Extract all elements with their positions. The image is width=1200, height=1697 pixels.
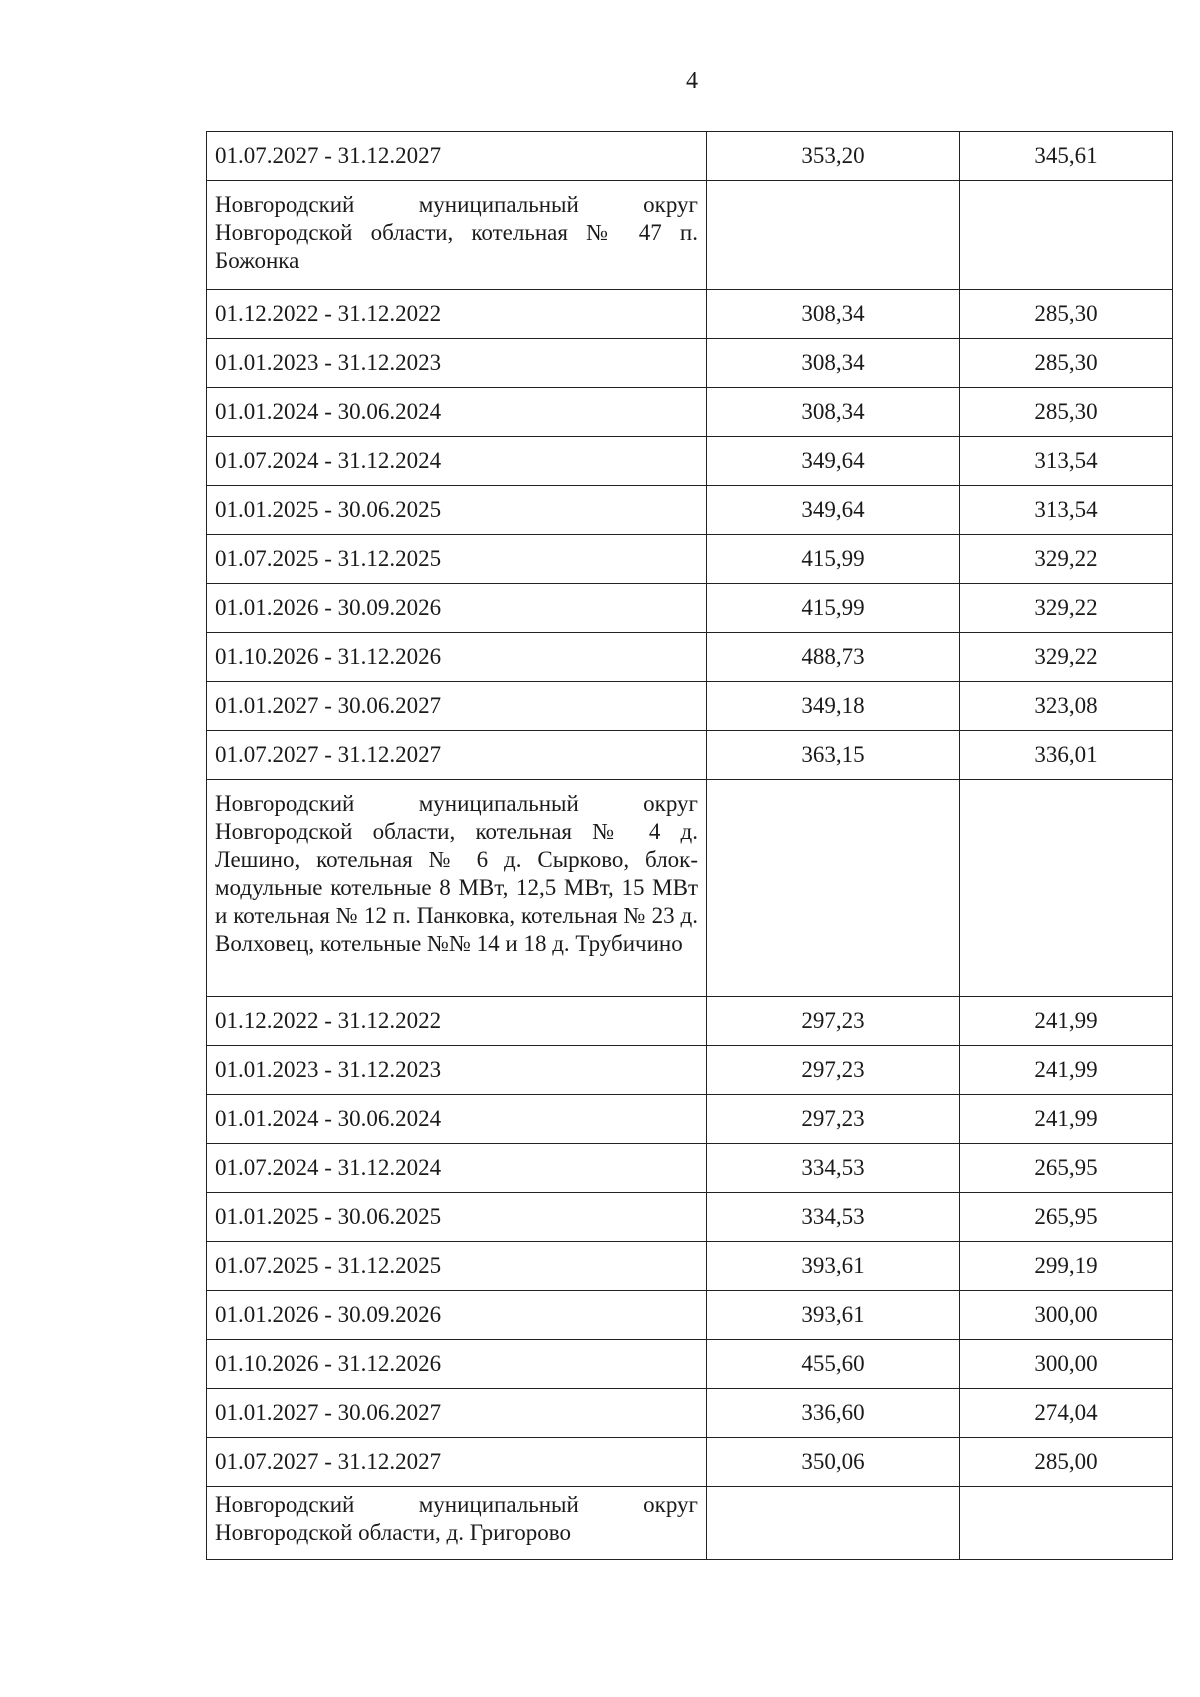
tariff-value-2-cell: 313,54: [960, 437, 1173, 486]
table-row: [207, 731, 1173, 780]
table-row: [207, 1193, 1173, 1242]
tariff-value-2-cell: 241,99: [960, 997, 1173, 1046]
table-row: [207, 1046, 1173, 1095]
period-cell: 01.01.2027 - 30.06.2027: [207, 1389, 707, 1438]
tariff-value-1-cell: 415,99: [707, 535, 960, 584]
section-heading-cell: Новгородский муниципальный округ Новгородской области, д. Григорово: [207, 1487, 707, 1560]
tariff-value-2-cell: 285,30: [960, 290, 1173, 339]
table-row: [207, 290, 1173, 339]
tariff-value-1-cell: 488,73: [707, 633, 960, 682]
period-cell: 01.12.2022 - 31.12.2022: [207, 997, 707, 1046]
tariff-value-1-cell: 393,61: [707, 1242, 960, 1291]
table-row: [207, 997, 1173, 1046]
tariff-value-2-cell: 299,19: [960, 1242, 1173, 1291]
period-cell: 01.01.2025 - 30.06.2025: [207, 1193, 707, 1242]
tariff-value-1-cell: 393,61: [707, 1291, 960, 1340]
tariff-value-1-cell: 308,34: [707, 290, 960, 339]
tariff-value-2-cell: 285,30: [960, 388, 1173, 437]
tariff-value-2-cell: 274,04: [960, 1389, 1173, 1438]
period-cell: 01.07.2024 - 31.12.2024: [207, 437, 707, 486]
tariff-value-2-cell: 313,54: [960, 486, 1173, 535]
period-cell: 01.07.2027 - 31.12.2027: [207, 132, 707, 181]
tariff-value-1-cell: 349,64: [707, 437, 960, 486]
tariff-value-2-cell: 300,00: [960, 1340, 1173, 1389]
tariff-value-2-cell: 329,22: [960, 535, 1173, 584]
table-row: [207, 132, 1173, 181]
table-row: [207, 1095, 1173, 1144]
tariff-value-1-cell: 334,53: [707, 1193, 960, 1242]
period-cell: 01.07.2025 - 31.12.2025: [207, 1242, 707, 1291]
table-row: [207, 486, 1173, 535]
table-row: [207, 633, 1173, 682]
period-cell: 01.01.2024 - 30.06.2024: [207, 1095, 707, 1144]
empty-cell: [707, 780, 960, 997]
period-cell: 01.01.2023 - 31.12.2023: [207, 1046, 707, 1095]
tariff-table-body: [207, 132, 1173, 1560]
section-heading-row: [207, 780, 1173, 997]
table-row: [207, 1242, 1173, 1291]
table-row: [207, 682, 1173, 731]
tariff-value-1-cell: 353,20: [707, 132, 960, 181]
empty-cell: [960, 181, 1173, 290]
tariff-value-1-cell: 349,64: [707, 486, 960, 535]
tariff-value-1-cell: 308,34: [707, 388, 960, 437]
tariff-value-1-cell: 297,23: [707, 1046, 960, 1095]
period-cell: 01.07.2025 - 31.12.2025: [207, 535, 707, 584]
table-row: [207, 388, 1173, 437]
tariff-value-2-cell: 285,30: [960, 339, 1173, 388]
section-heading-cell: Новгородский муниципальный округ Новгородской области, котельная № 47 п. Божонка: [207, 181, 707, 290]
tariff-table: [206, 131, 1173, 1560]
tariff-value-1-cell: 297,23: [707, 997, 960, 1046]
table-row: [207, 535, 1173, 584]
period-cell: 01.12.2022 - 31.12.2022: [207, 290, 707, 339]
period-cell: 01.07.2027 - 31.12.2027: [207, 1438, 707, 1487]
table-row: [207, 1340, 1173, 1389]
tariff-value-1-cell: 363,15: [707, 731, 960, 780]
period-cell: 01.07.2024 - 31.12.2024: [207, 1144, 707, 1193]
tariff-value-2-cell: 265,95: [960, 1193, 1173, 1242]
table-row: [207, 1438, 1173, 1487]
period-cell: 01.01.2027 - 30.06.2027: [207, 682, 707, 731]
table-row: [207, 1144, 1173, 1193]
tariff-value-2-cell: 241,99: [960, 1046, 1173, 1095]
empty-cell: [960, 780, 1173, 997]
period-cell: 01.10.2026 - 31.12.2026: [207, 1340, 707, 1389]
tariff-value-2-cell: 241,99: [960, 1095, 1173, 1144]
table-row: [207, 1389, 1173, 1438]
period-cell: 01.01.2026 - 30.09.2026: [207, 584, 707, 633]
section-heading-cell: Новгородский муниципальный округ Новгородской области, котельная № 4 д. Лешино, котельная № 6 д. Сырково, блок-модульные котельные 8 МВт, 12,5 МВт, 15 МВт и котельная № 12 п. Панковка, котельная № 23 д. Волховец, котельные №№ 14 и 18 д. Трубичино: [207, 780, 707, 997]
period-cell: 01.07.2027 - 31.12.2027: [207, 731, 707, 780]
tariff-value-1-cell: 336,60: [707, 1389, 960, 1438]
empty-cell: [960, 1487, 1173, 1560]
tariff-value-2-cell: 329,22: [960, 584, 1173, 633]
table-row: [207, 437, 1173, 486]
tariff-value-2-cell: 285,00: [960, 1438, 1173, 1487]
empty-cell: [707, 1487, 960, 1560]
tariff-value-1-cell: 297,23: [707, 1095, 960, 1144]
section-heading-row: [207, 181, 1173, 290]
table-row: [207, 339, 1173, 388]
tariff-value-2-cell: 265,95: [960, 1144, 1173, 1193]
period-cell: 01.01.2023 - 31.12.2023: [207, 339, 707, 388]
tariff-value-2-cell: 336,01: [960, 731, 1173, 780]
tariff-value-1-cell: 415,99: [707, 584, 960, 633]
tariff-value-2-cell: 323,08: [960, 682, 1173, 731]
tariff-value-1-cell: 334,53: [707, 1144, 960, 1193]
section-heading-row: [207, 1487, 1173, 1560]
period-cell: 01.01.2024 - 30.06.2024: [207, 388, 707, 437]
tariff-value-1-cell: 455,60: [707, 1340, 960, 1389]
tariff-value-1-cell: 308,34: [707, 339, 960, 388]
tariff-value-1-cell: 350,06: [707, 1438, 960, 1487]
period-cell: 01.01.2026 - 30.09.2026: [207, 1291, 707, 1340]
tariff-value-2-cell: 345,61: [960, 132, 1173, 181]
table-row: [207, 584, 1173, 633]
tariff-value-2-cell: 329,22: [960, 633, 1173, 682]
empty-cell: [707, 181, 960, 290]
tariff-value-2-cell: 300,00: [960, 1291, 1173, 1340]
period-cell: 01.01.2025 - 30.06.2025: [207, 486, 707, 535]
tariff-value-1-cell: 349,18: [707, 682, 960, 731]
table-row: [207, 1291, 1173, 1340]
period-cell: 01.10.2026 - 31.12.2026: [207, 633, 707, 682]
page-number: 4: [686, 68, 698, 94]
